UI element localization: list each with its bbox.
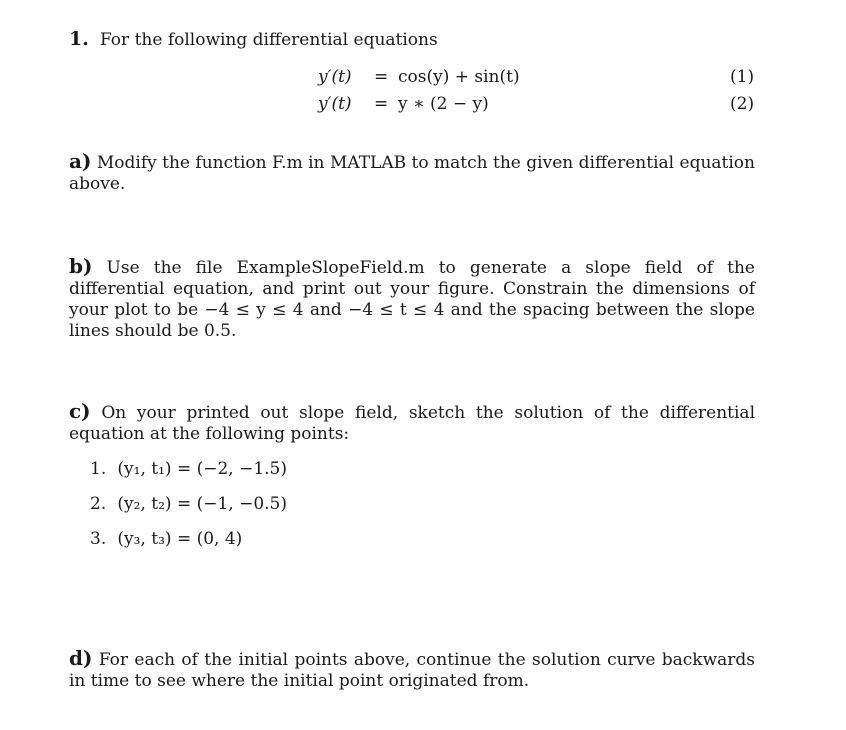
equation-2-number: (2) (730, 94, 755, 114)
question-intro: For the following differential equations (99, 30, 438, 50)
question-number: 1. (69, 28, 89, 50)
part-a-label: a) (69, 149, 92, 173)
point-2-number: 2. (90, 494, 107, 514)
equation-2 (0, 94, 846, 116)
part-c (69, 401, 755, 445)
equation-1 (0, 67, 846, 89)
equation-1-lhs: y′(t) (318, 67, 352, 87)
part-c-label: c) (69, 399, 91, 423)
list-item (90, 494, 287, 514)
point-3-number: 3. (90, 529, 107, 549)
equation-2-lhs: y′(t) (318, 94, 352, 114)
point-1-text: (y₁, t₁) = (−2, −1.5) (117, 459, 288, 479)
equation-1-rhs: cos(y) + sin(t) (398, 67, 520, 87)
part-b-text: Use the file ExampleSlopeField.m to generate a slope field of the differential equation, and print out your figure. Constrain the dimensions of your plot to be −4 ≤ y ≤ 4 and −4 ≤ t ≤ 4 and the spacing between the slope lines should be 0.5. (69, 258, 755, 341)
point-2-text: (y₂, t₂) = (−1, −0.5) (117, 494, 288, 514)
part-a (69, 151, 755, 195)
part-b (69, 256, 755, 342)
equation-1-number: (1) (730, 67, 755, 87)
part-b-label: b) (69, 254, 93, 278)
question-header (69, 28, 438, 51)
part-c-text: On your printed out slope field, sketch the solution of the differential equation at the following points: (69, 403, 756, 444)
part-d-label: d) (69, 646, 93, 670)
list-item (90, 529, 242, 549)
list-item (90, 459, 287, 479)
point-3-text: (y₃, t₃) = (0, 4) (117, 529, 243, 549)
equation-1-relation: = (374, 67, 389, 87)
equation-2-rhs: y ∗ (2 − y) (398, 94, 489, 114)
part-a-text: Modify the function F.m in MATLAB to match the given differential equation above. (69, 153, 755, 194)
part-d-text: For each of the initial points above, continue the solution curve backwards in time to see where the initial point originated from. (69, 650, 756, 691)
point-1-number: 1. (90, 459, 107, 479)
equation-2-relation: = (374, 94, 389, 114)
part-d (69, 648, 755, 692)
